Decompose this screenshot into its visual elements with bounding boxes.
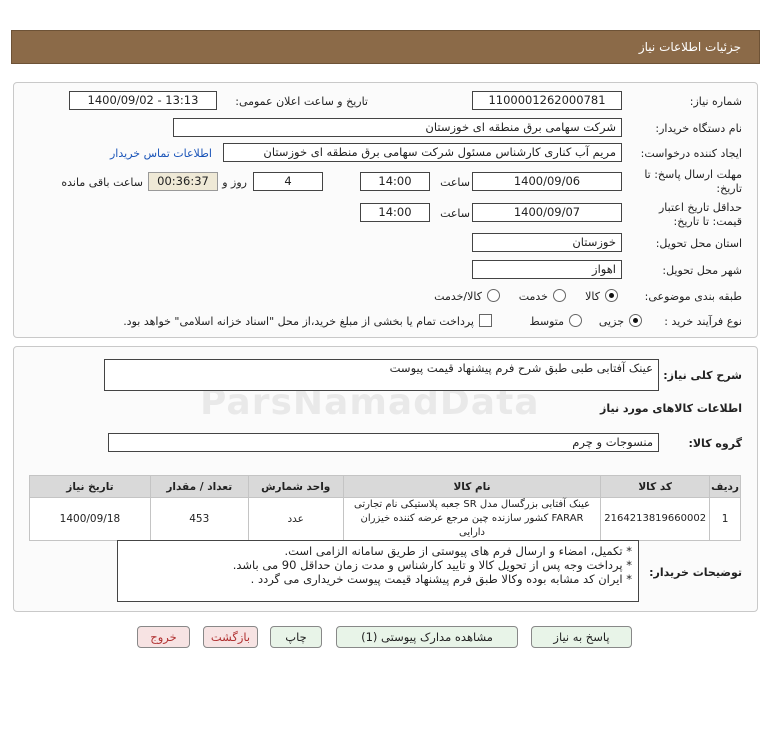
category-radio-both[interactable] [487,289,500,302]
print-button[interactable]: چاپ [270,626,322,648]
items-table [29,475,741,541]
deadline-time-field[interactable]: 14:00 [360,172,430,191]
days-label: روز و [222,176,247,189]
header-qty: تعداد / مقدار [150,476,248,498]
buyer-notes-label: توضیحات خریدار: [649,566,742,579]
days-field[interactable]: 4 [253,172,323,191]
process-label: نوع فرآیند خرید : [664,315,742,328]
province-field[interactable]: خوزستان [472,233,622,252]
buyer-note-line-1: * تکمیل، امضاء و ارسال فرم های پیوستی از طریق سامانه الزامی است. [284,544,632,558]
desc-label: شرح کلی نیاز: [663,369,742,382]
cell-name [343,498,601,541]
header-code: کد کالا [601,476,710,498]
creator-label: ایجاد کننده درخواست: [640,147,742,160]
page-title-bar [11,30,760,64]
cell-name-line-2: FARAR کشور سازنده چین مرجع عرضه کننده خیزران دارایی [360,513,584,538]
validity-label-1: حداقل تاریخ اعتبار [658,201,742,214]
category-option-service: خدمت [518,290,548,303]
remaining-time-field: 00:36:37 [148,172,218,191]
need-number-field[interactable]: 1100001262000781 [472,91,622,110]
process-radio-minor[interactable] [629,314,642,327]
exit-button[interactable]: خروج [137,626,190,648]
validity-label-2: قیمت: تا تاریخ: [673,215,742,228]
header-index: ردیف [710,476,741,498]
cell-name-line-1: عینک آفتابی بزرگسال مدل SR جعبه پلاستیکی نام تجارتی [353,499,591,510]
city-field[interactable]: اهواز [472,260,622,279]
buyer-org-label: نام دستگاه خریدار: [655,122,742,135]
creator-field[interactable]: مریم آب کناری کارشناس مسئول شرکت سهامی برق منطقه ای خوزستان [223,143,622,162]
reply-button[interactable]: پاسخ به نیاز [531,626,632,648]
announce-field[interactable]: 1400/09/02 - 13:13 [69,91,217,110]
category-option-both: کالا/خدمت [434,290,482,303]
category-label: طبقه بندی موضوعی: [644,290,742,303]
validity-time-label: ساعت [440,207,470,220]
cell-index: 1 [710,498,741,541]
goods-group-field[interactable]: منسوجات و چرم [108,433,659,452]
contact-buyer-link[interactable]: اطلاعات تماس خریدار [110,147,212,160]
deadline-label-2: تاریخ: [716,182,742,195]
deadline-label-1: مهلت ارسال پاسخ: تا [644,168,742,181]
header-date: تاریخ نیاز [30,476,151,498]
page-title: جزئیات اطلاعات نیاز [638,40,741,54]
header-name: نام کالا [343,476,601,498]
buyer-org-field[interactable]: شرکت سهامی برق منطقه ای خوزستان [173,118,622,137]
buyer-note-line-2: * پرداخت وجه پس از تحویل کالا و تایید کارشناس و مدت زمان حداقل 90 می باشد. [232,558,632,572]
cell-unit: عدد [248,498,343,541]
desc-field[interactable]: عینک آفتابی طبی طبق شرح فرم پیشنهاد قیمت پیوست [104,359,659,391]
city-label: شهر محل تحویل: [662,264,742,277]
buyer-note-line-3: * ایران کد مشابه بوده وکالا طبق فرم پیشنهاد قیمت پیوست خریداری می گردد . [250,572,632,586]
buyer-notes-field [117,540,639,602]
category-radio-goods[interactable] [605,289,618,302]
validity-date-field[interactable]: 1400/09/07 [472,203,622,222]
items-section-title: اطلاعات کالاهای مورد نیاز [600,402,742,415]
cell-date: 1400/09/18 [30,498,151,541]
process-option-medium: متوسط [529,315,564,328]
items-table-header [30,476,741,498]
announce-label: تاریخ و ساعت اعلان عمومی: [235,95,368,108]
cell-code: 2164213819660002 [601,498,710,541]
process-radio-medium[interactable] [569,314,582,327]
deadline-date-field[interactable]: 1400/09/06 [472,172,622,191]
category-option-goods: کالا [585,290,600,303]
remaining-label: ساعت باقی مانده [61,176,143,189]
header-unit: واحد شمارش [248,476,343,498]
view-attachments-button[interactable]: مشاهده مدارک پیوستی (1) [336,626,518,648]
province-label: استان محل تحویل: [655,237,742,250]
process-option-minor: جزیی [598,315,624,328]
cell-qty: 453 [150,498,248,541]
need-number-label: شماره نیاز: [689,95,742,108]
back-button[interactable]: بازگشت [203,626,258,648]
treasury-payment-checkbox[interactable] [479,314,492,327]
goods-group-label: گروه کالا: [688,437,742,450]
treasury-payment-note: پرداخت تمام یا بخشی از مبلغ خرید،از محل "اسناد خزانه اسلامی" خواهد بود. [123,315,474,328]
validity-time-field[interactable]: 14:00 [360,203,430,222]
table-row[interactable] [30,498,741,541]
category-radio-service[interactable] [553,289,566,302]
deadline-time-label: ساعت [440,176,470,189]
